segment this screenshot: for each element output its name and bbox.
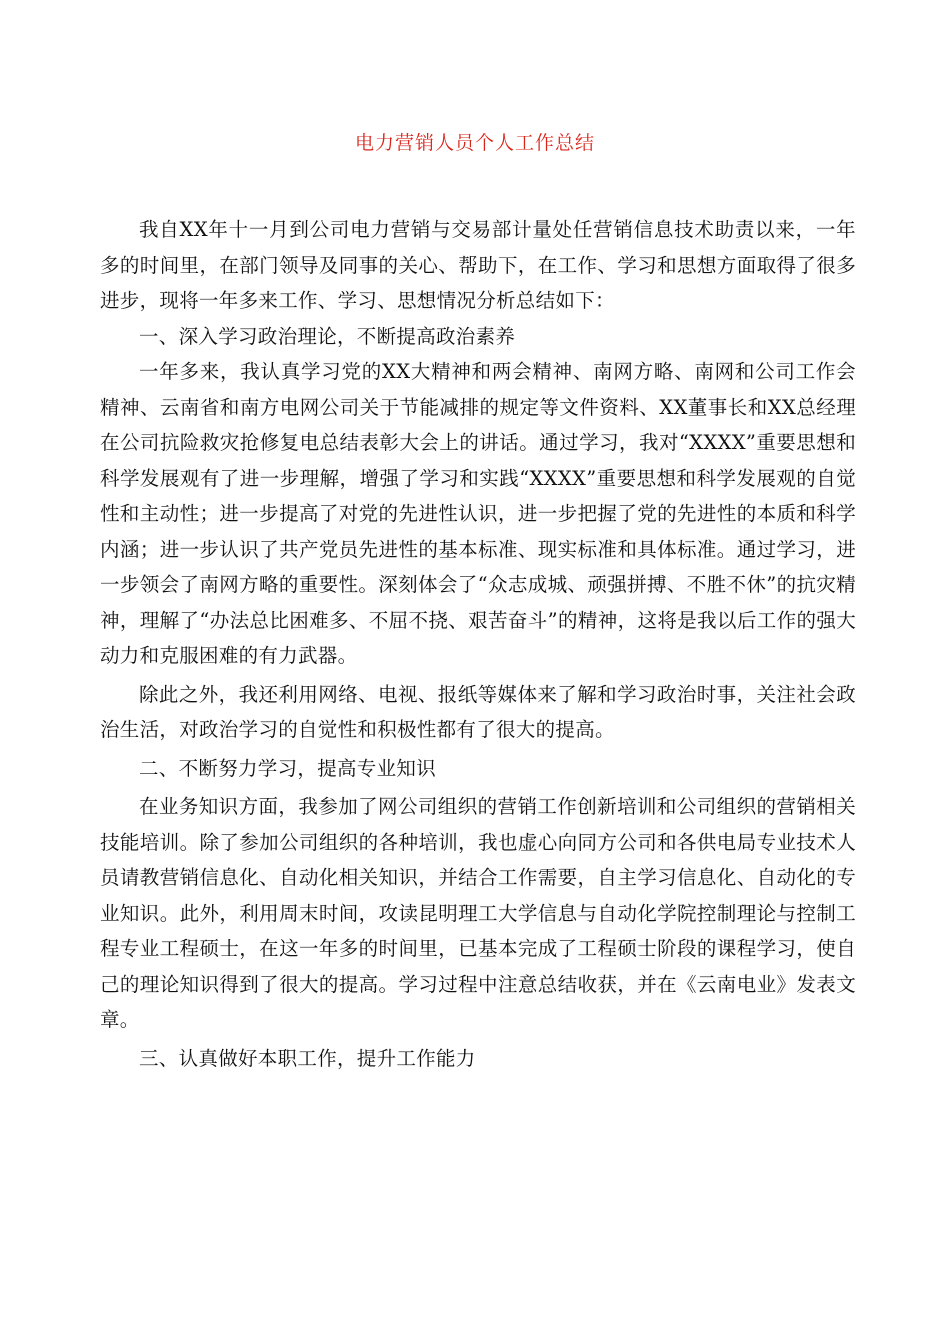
section-2-heading: 二、不断努力学习，提高专业知识 <box>139 756 437 780</box>
section-1-heading: 一、深入学习政治理论，不断提高政治素养 <box>139 324 516 348</box>
section-1-paragraph-1: 一年多来，我认真学习党的XX大精神和两会精神、南网方略、南网和公司工作会精神、云南省和南方电网公司关于节能减排的规定等文件资料、XX董事长和XX总经理在公司抗险救灾抢修复电总结表彰大会上的讲话。通过学习，我对“XXXX”重要思想和科学发展观有了进一步理解，增强了学习和实践“XXXX”重要思想和科学发展观的自觉性和主动性；进一步提高了对党的先进性认识，进一步把握了党的先进性的本质和科学内涵；进一步认识了共产党员先进性的基本标准、现实标准和具体标准。通过学习，进一步领会了南网方略的重要性。深刻体会了“众志成城、顽强拼搏、不胜不休”的抗灾精神，理解了“办法总比困难多、不屈不挠、艰苦奋斗”的精神，这将是我以后工作的强大动力和克服困难的有力武器。 <box>100 360 856 667</box>
document-body <box>100 212 856 1076</box>
document-title: 电力营销人员个人工作总结 <box>354 132 595 154</box>
section-1-paragraph-2: 除此之外，我还利用网络、电视、报纸等媒体来了解和学习政治时事，关注社会政治生活，对政治学习的自觉性和积极性都有了很大的提高。 <box>100 682 856 741</box>
section-3-heading: 三、认真做好本职工作，提升工作能力 <box>139 1046 476 1070</box>
intro-paragraph: 我自XX年十一月到公司电力营销与交易部计量处任营销信息技术助责以来，一年多的时间里，在部门领导及同事的关心、帮助下，在工作、学习和思想方面取得了很多进步，现将一年多来工作、学习、思想情况分析总结如下： <box>100 218 856 312</box>
section-2-paragraph-1: 在业务知识方面，我参加了网公司组织的营销工作创新培训和公司组织的营销相关技能培训。除了参加公司组织的各种培训，我也虚心向同方公司和各供电局专业技术人员请教营销信息化、自动化相关知识，并结合工作需要，自主学习信息化、自动化的专业知识。此外，利用周末时间，攻读昆明理工大学信息与自动化学院控制理论与控制工程专业工程硕士，在这一年多的时间里，已基本完成了工程硕士阶段的课程学习，使自己的理论知识得到了很大的提高。学习过程中注意总结收获，并在《云南电业》发表文章。 <box>100 795 856 1031</box>
